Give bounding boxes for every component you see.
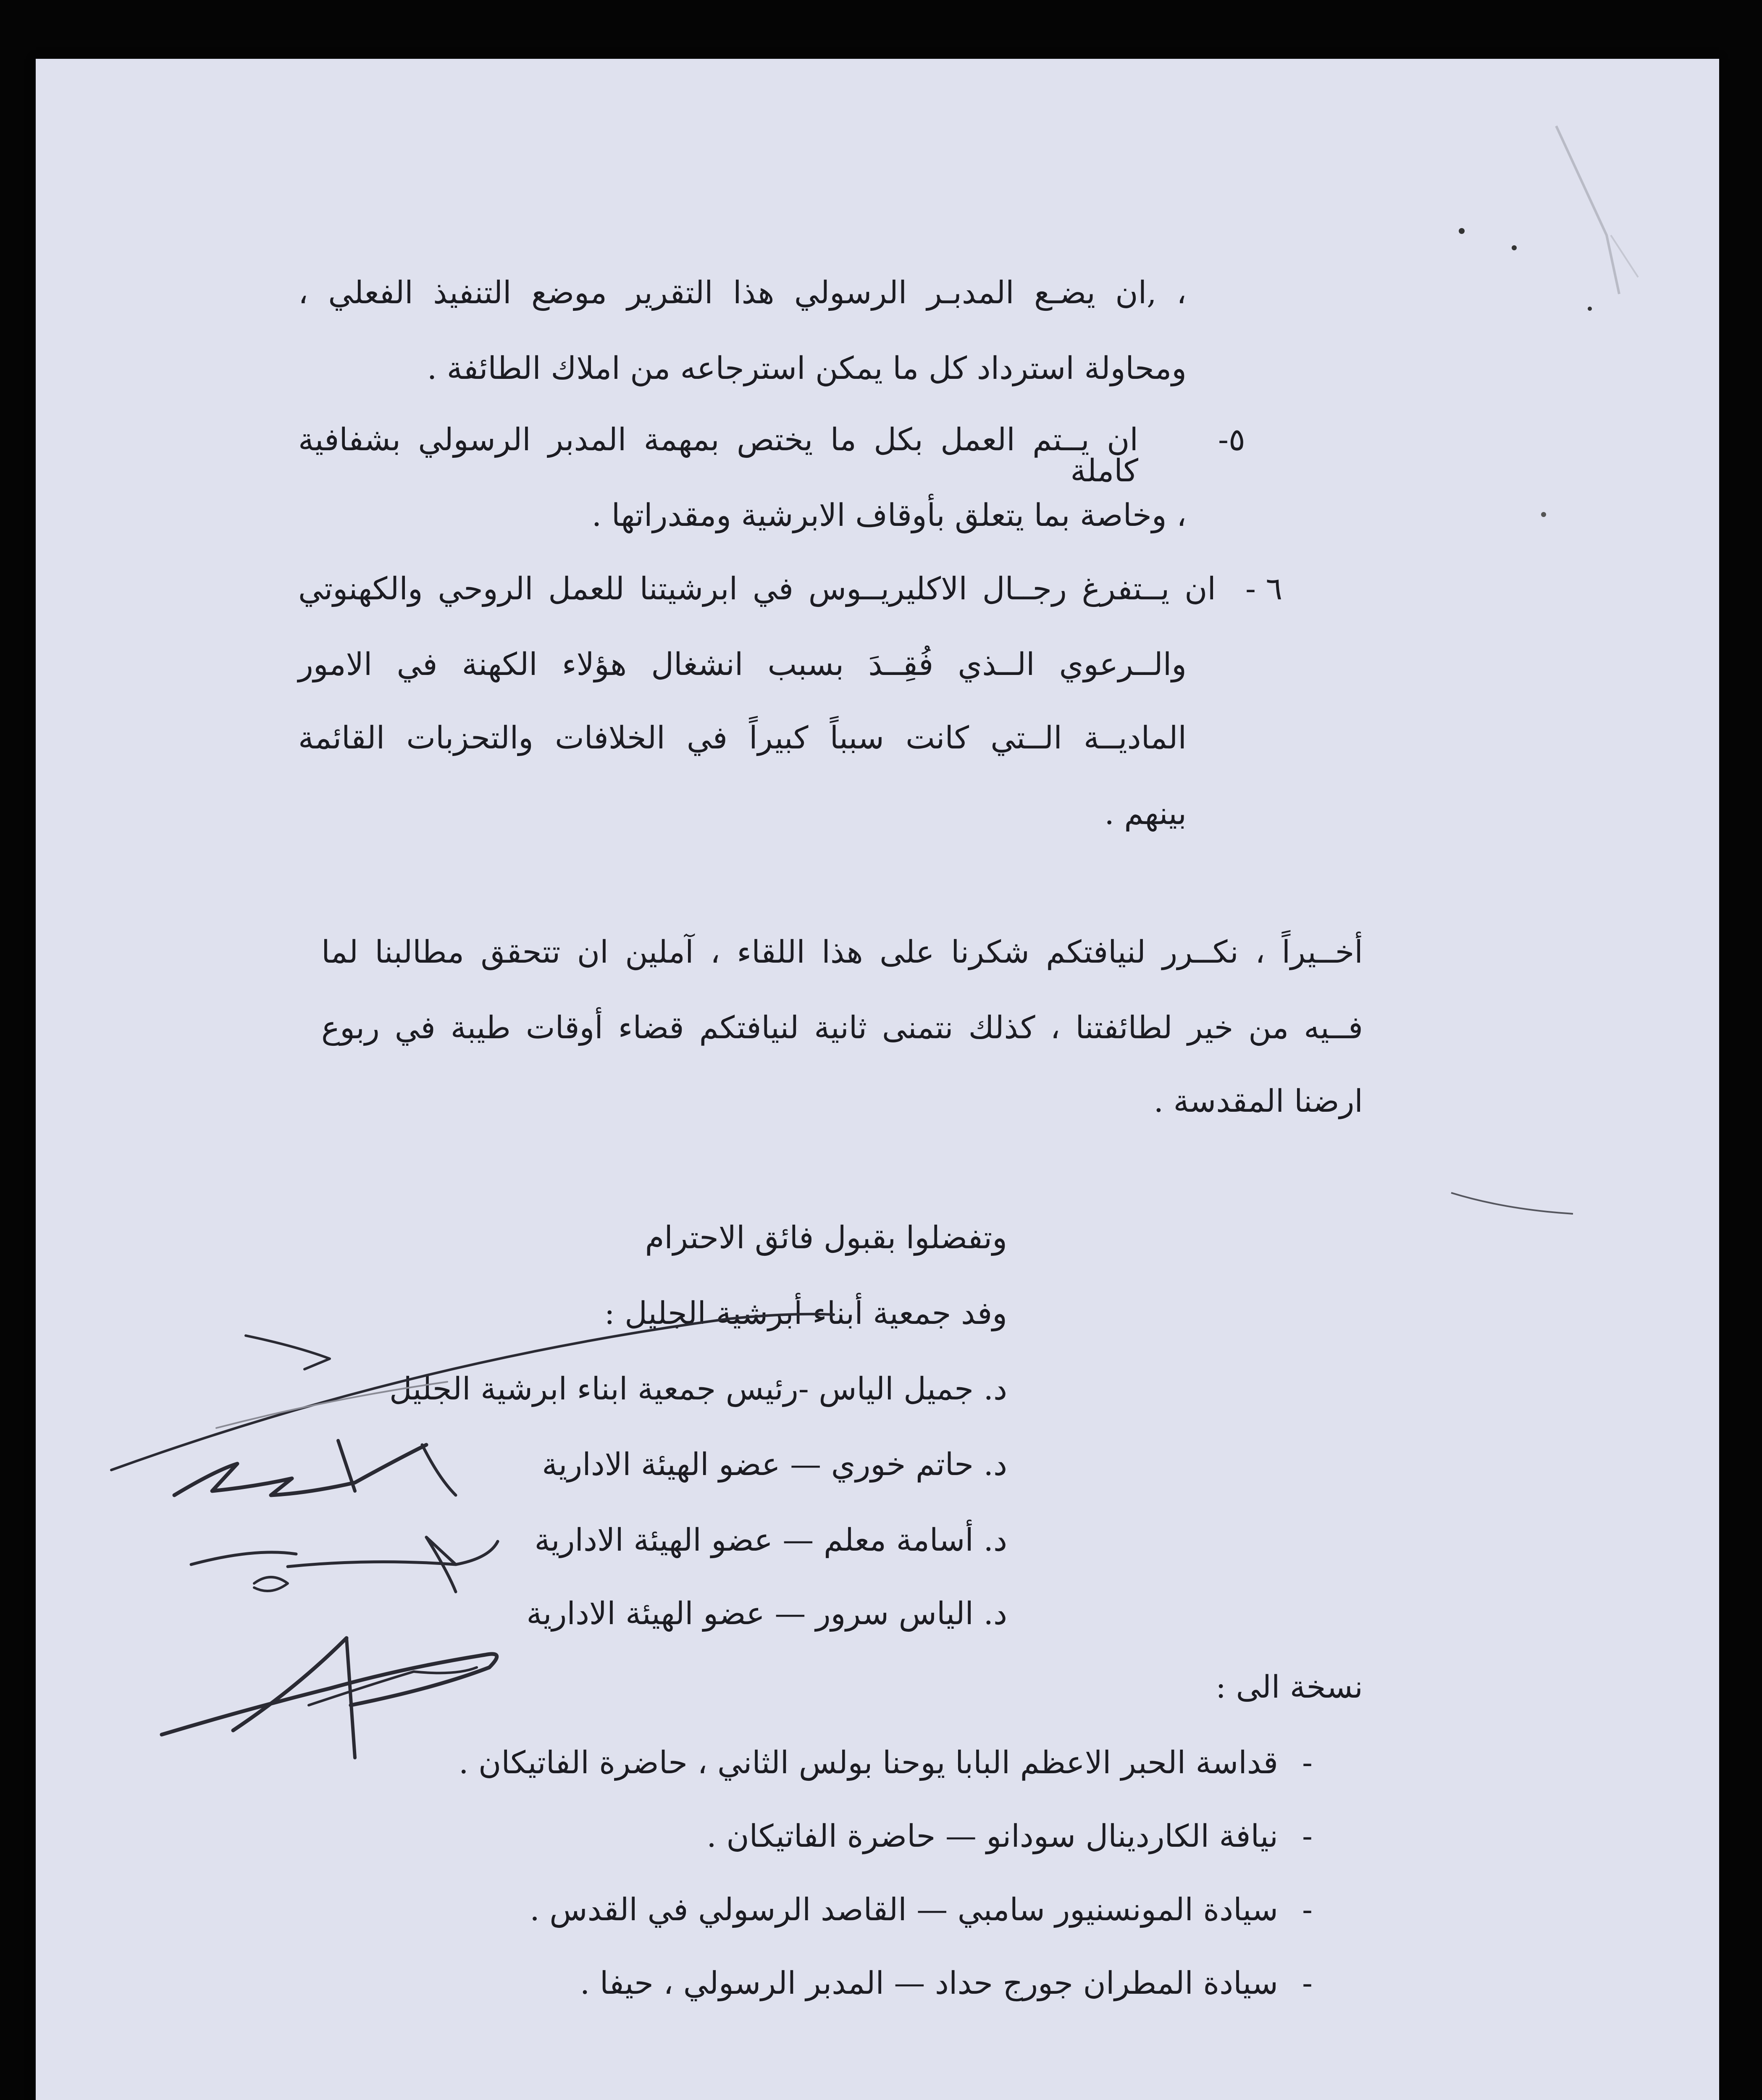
copy-recipient: سيادة المونسنيور سامبي — القاصد الرسولي في القدس .	[530, 1892, 1278, 1928]
signature-stroke	[246, 1336, 330, 1369]
body-line: ان يــتفرغ رجــال الاكليريــوس في ابرشيتنا للعمل الروحي والكهنوتي	[298, 571, 1216, 607]
scan-speck	[1541, 512, 1546, 517]
item-number-5: ٥-	[1218, 422, 1245, 458]
delegation-member: د. حاتم خوري — عضو الهيئة الادارية	[542, 1446, 1007, 1483]
signature-stroke	[174, 1445, 426, 1495]
copy-bullet: -	[1302, 1965, 1313, 2001]
signature-stroke	[254, 1577, 288, 1591]
signature-stroke	[309, 1667, 477, 1705]
body-line: والــرعوي الــذي فُقِــدَ بسبب انشغال هؤلاء الكهنة في الامور	[298, 646, 1187, 682]
item-number-6: ٦ -	[1245, 571, 1283, 607]
copy-recipient: قداسة الحبر الاعظم البابا يوحنا بولس الثاني ، حاضرة الفاتيكان .	[458, 1745, 1278, 1781]
signature-stroke	[162, 1654, 497, 1735]
closing-paragraph-line: ارضنا المقدسة .	[1153, 1083, 1363, 1119]
scan-speck	[1588, 307, 1592, 311]
body-line: ، وخاصة بما يتعلق بأوقاف الابرشية ومقدراتها .	[591, 497, 1187, 533]
copies-heading: نسخة الى :	[1216, 1669, 1363, 1705]
delegation-title: وفد جمعية أبناء أبرشية الجليل :	[604, 1295, 1007, 1331]
closing-paragraph-line: فــيه من خير لطائفتنا ، كذلك نتمنى ثانية لنيافتكم قضاء أوقات طيبة في ربوع	[321, 1010, 1363, 1046]
signature-stroke	[338, 1441, 355, 1491]
signature-stroke	[233, 1638, 347, 1730]
scan-speck	[1512, 245, 1517, 250]
salutation: وتفضلوا بقبول فائق الاحترام	[645, 1220, 1007, 1256]
signature-stroke	[288, 1537, 456, 1592]
scan-speck	[1459, 228, 1465, 234]
scan-streak	[1556, 126, 1619, 294]
scan-streak	[1451, 1193, 1573, 1214]
body-line: بينهم .	[1104, 795, 1187, 832]
document-page	[36, 59, 1719, 2100]
signature-stroke	[347, 1638, 355, 1758]
signature-stroke	[456, 1541, 498, 1564]
scan-streak	[1611, 235, 1638, 277]
signature-stroke	[191, 1552, 296, 1564]
delegation-member: د. الياس سرور — عضو الهيئة الادارية	[526, 1596, 1007, 1632]
copy-bullet: -	[1302, 1892, 1313, 1928]
copy-recipient: سيادة المطران جورج حداد — المدبر الرسولي ، حيفا .	[580, 1965, 1278, 2001]
copy-recipient: نيافة الكاردينال سودانو — حاضرة الفاتيكان .	[706, 1818, 1278, 1854]
closing-paragraph-line: أخــيراً ، نكــرر لنيافتكم شكرنا على هذا اللقاء ، آملين ان تتحقق مطالبنا لما	[321, 934, 1363, 970]
delegation-member: د. جميل الياس -رئيس جمعية ابناء ابرشية الجليل	[389, 1371, 1007, 1407]
body-line: ومحاولة استرداد كل ما يمكن استرجاعه من املاك الطائفة .	[427, 350, 1187, 386]
body-line: ، ,ان يضـع المدبـر الرسولي هذا التقرير موضع التنفيذ الفعلي ،	[298, 275, 1187, 311]
copy-bullet: -	[1302, 1745, 1313, 1781]
signature-stroke	[422, 1445, 456, 1495]
copy-bullet: -	[1302, 1818, 1313, 1854]
body-line: الماديــة الــتي كانت سبباً كبيراً في الخلافات والتحزبات القائمة	[298, 720, 1187, 756]
body-line: ان يــتم العمل بكل ما يختص بمهمة المدبر الرسولي بشفافية كاملة	[298, 422, 1138, 489]
delegation-member: د. أسامة معلم — عضو الهيئة الادارية	[534, 1522, 1007, 1558]
